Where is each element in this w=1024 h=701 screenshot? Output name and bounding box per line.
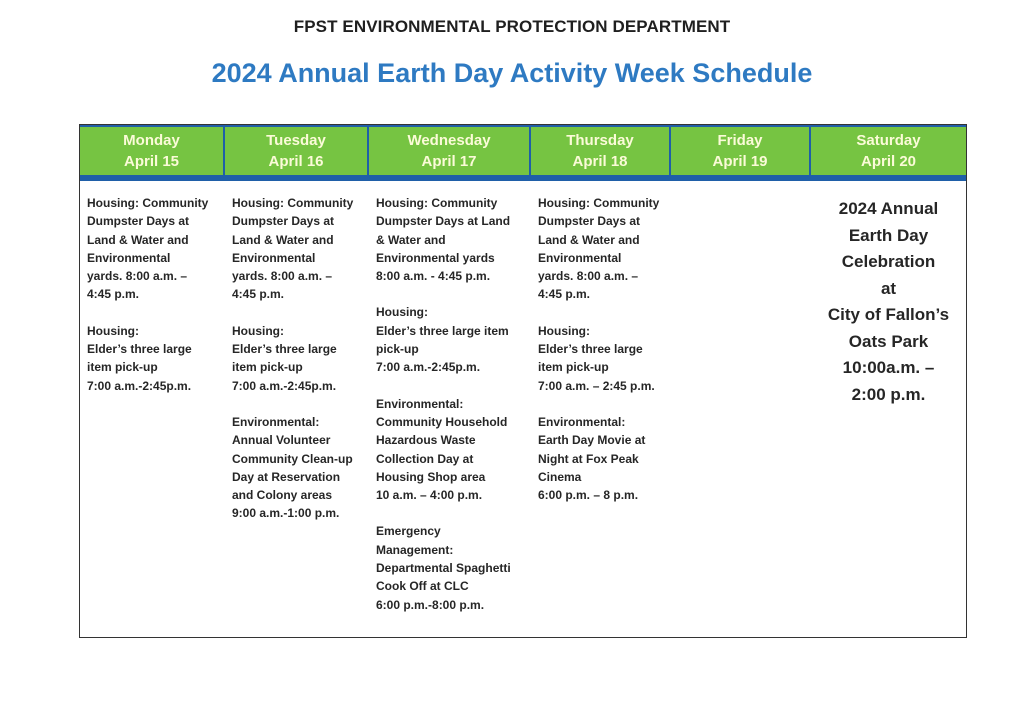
event-line: Housing: Community bbox=[376, 196, 498, 210]
event-line: 6:00 p.m. – 8 p.m. bbox=[538, 488, 639, 503]
day-cell-monday bbox=[80, 187, 225, 632]
event-line: Housing: bbox=[232, 323, 284, 338]
day-date: April 19 bbox=[712, 153, 768, 170]
event-line: Elder’s three large bbox=[538, 342, 643, 357]
day-header-friday bbox=[671, 127, 811, 175]
schedule-event bbox=[376, 303, 527, 376]
day-date: April 20 bbox=[860, 153, 917, 170]
event-line: Dumpster Days at bbox=[87, 214, 190, 229]
event-line: Community Clean-up bbox=[232, 451, 353, 466]
event-line: Housing: Community bbox=[87, 196, 209, 210]
event-line: Dumpster Days at Land bbox=[376, 214, 511, 229]
event-line: Environmental: bbox=[538, 414, 626, 429]
day-cell-wednesday bbox=[369, 187, 531, 632]
day-header-saturday bbox=[811, 127, 966, 175]
celebration-event bbox=[811, 196, 966, 408]
event-line: Environmental: bbox=[376, 396, 464, 411]
event-line: 4:45 p.m. bbox=[232, 287, 285, 302]
event-line: item pick-up bbox=[87, 360, 158, 375]
day-name: Saturday bbox=[856, 132, 921, 149]
event-line: Land & Water and bbox=[232, 232, 334, 247]
event-line: 7:00 a.m.-2:45p.m. bbox=[87, 378, 192, 393]
day-name: Friday bbox=[717, 132, 763, 149]
event-line: Environmental: bbox=[232, 414, 320, 429]
event-line: 2024 Annual bbox=[838, 199, 939, 218]
event-line: 2:00 p.m. bbox=[851, 384, 926, 404]
schedule-event bbox=[538, 413, 667, 504]
event-line: Housing Shop area bbox=[376, 469, 486, 484]
event-line: 10:00a.m. – bbox=[842, 358, 935, 377]
schedule-event bbox=[232, 322, 365, 395]
schedule-body-row bbox=[80, 187, 966, 632]
event-line: 4:45 p.m. bbox=[538, 287, 591, 302]
event-line: Oats Park bbox=[848, 331, 929, 351]
schedule-title: 2024 Annual Earth Day Activity Week Schedule bbox=[211, 58, 813, 88]
schedule-event bbox=[376, 522, 527, 613]
schedule-event bbox=[87, 194, 221, 304]
day-date: April 18 bbox=[572, 153, 628, 170]
event-line: 10 a.m. – 4:00 p.m. bbox=[376, 488, 483, 503]
event-line: yards. 8:00 a.m. – bbox=[232, 269, 333, 284]
day-name: Wednesday bbox=[407, 132, 491, 149]
schedule-event bbox=[87, 322, 221, 395]
day-header-thursday bbox=[531, 127, 671, 175]
day-name: Tuesday bbox=[266, 132, 326, 149]
event-line: Land & Water and bbox=[538, 232, 640, 247]
event-line: Dumpster Days at bbox=[538, 214, 641, 229]
event-line: 9:00 a.m.-1:00 p.m. bbox=[232, 506, 340, 521]
event-line: item pick-up bbox=[538, 360, 609, 375]
event-line: Earth Day Movie at bbox=[538, 433, 646, 448]
schedule-event bbox=[538, 194, 667, 304]
event-line: 7:00 a.m.-2:45p.m. bbox=[232, 378, 337, 393]
event-line: Land & Water and bbox=[87, 232, 189, 247]
event-line: 8:00 a.m. - 4:45 p.m. bbox=[376, 269, 491, 284]
event-line: Housing: bbox=[376, 305, 428, 320]
event-line: Night at Fox Peak bbox=[538, 451, 639, 466]
event-line: Environmental bbox=[232, 250, 316, 265]
day-name: Thursday bbox=[566, 132, 634, 149]
event-line: & Water and bbox=[376, 232, 446, 247]
event-line: pick-up bbox=[376, 342, 419, 357]
event-line: Earth Day bbox=[848, 225, 929, 245]
event-line: 7:00 a.m.-2:45p.m. bbox=[376, 360, 481, 375]
event-line: at bbox=[880, 278, 897, 298]
event-line: Environmental bbox=[538, 250, 622, 265]
event-line: Environmental bbox=[87, 250, 171, 265]
event-line: City of Fallon’s bbox=[827, 305, 950, 324]
day-date: April 16 bbox=[268, 153, 324, 170]
schedule-header-row bbox=[80, 125, 966, 181]
event-line: Collection Day at bbox=[376, 451, 474, 466]
schedule-event bbox=[538, 322, 667, 395]
event-line: 6:00 p.m.-8:00 p.m. bbox=[376, 597, 485, 612]
schedule-event bbox=[376, 194, 527, 285]
event-line: item pick-up bbox=[232, 360, 303, 375]
department-title: FPST ENVIRONMENTAL PROTECTION DEPARTMENT bbox=[293, 17, 731, 36]
event-line: Housing: bbox=[87, 323, 139, 338]
schedule-event bbox=[376, 395, 527, 505]
schedule-event bbox=[232, 413, 365, 523]
day-header-tuesday bbox=[225, 127, 369, 175]
event-line: Elder’s three large bbox=[87, 342, 192, 357]
event-line: Cook Off at CLC bbox=[376, 579, 469, 594]
day-cell-friday bbox=[671, 187, 811, 632]
event-line: Cinema bbox=[538, 469, 582, 484]
schedule-event bbox=[232, 194, 365, 304]
day-header-monday bbox=[80, 127, 225, 175]
event-line: yards. 8:00 a.m. – bbox=[87, 269, 188, 284]
event-line: yards. 8:00 a.m. – bbox=[538, 269, 639, 284]
event-line: Elder’s three large item bbox=[376, 323, 509, 338]
event-line: Housing: Community bbox=[232, 196, 354, 210]
day-cell-saturday bbox=[811, 187, 966, 632]
event-line: Housing: Community bbox=[538, 196, 660, 210]
day-cell-thursday bbox=[531, 187, 671, 632]
event-line: Departmental Spaghetti bbox=[376, 561, 511, 576]
event-line: Day at Reservation bbox=[232, 469, 341, 484]
event-line: Environmental yards bbox=[376, 250, 495, 265]
event-line: Housing: bbox=[538, 323, 590, 338]
event-line: Emergency bbox=[376, 524, 441, 539]
day-date: April 15 bbox=[123, 153, 180, 170]
event-line: Celebration bbox=[841, 252, 936, 271]
day-name: Monday bbox=[123, 132, 180, 149]
event-line: Hazardous Waste bbox=[376, 433, 476, 448]
event-line: Management: bbox=[376, 542, 454, 557]
event-line: Dumpster Days at bbox=[232, 214, 335, 229]
day-cell-tuesday bbox=[225, 187, 369, 632]
event-line: and Colony areas bbox=[232, 488, 333, 503]
day-date: April 17 bbox=[421, 153, 477, 170]
event-line: Community Household bbox=[376, 414, 508, 429]
schedule-table bbox=[79, 124, 967, 638]
event-line: 4:45 p.m. bbox=[87, 287, 140, 302]
day-header-wednesday bbox=[369, 127, 531, 175]
event-line: Elder’s three large bbox=[232, 342, 337, 357]
event-line: Annual Volunteer bbox=[232, 433, 331, 448]
event-line: 7:00 a.m. – 2:45 p.m. bbox=[538, 378, 655, 393]
